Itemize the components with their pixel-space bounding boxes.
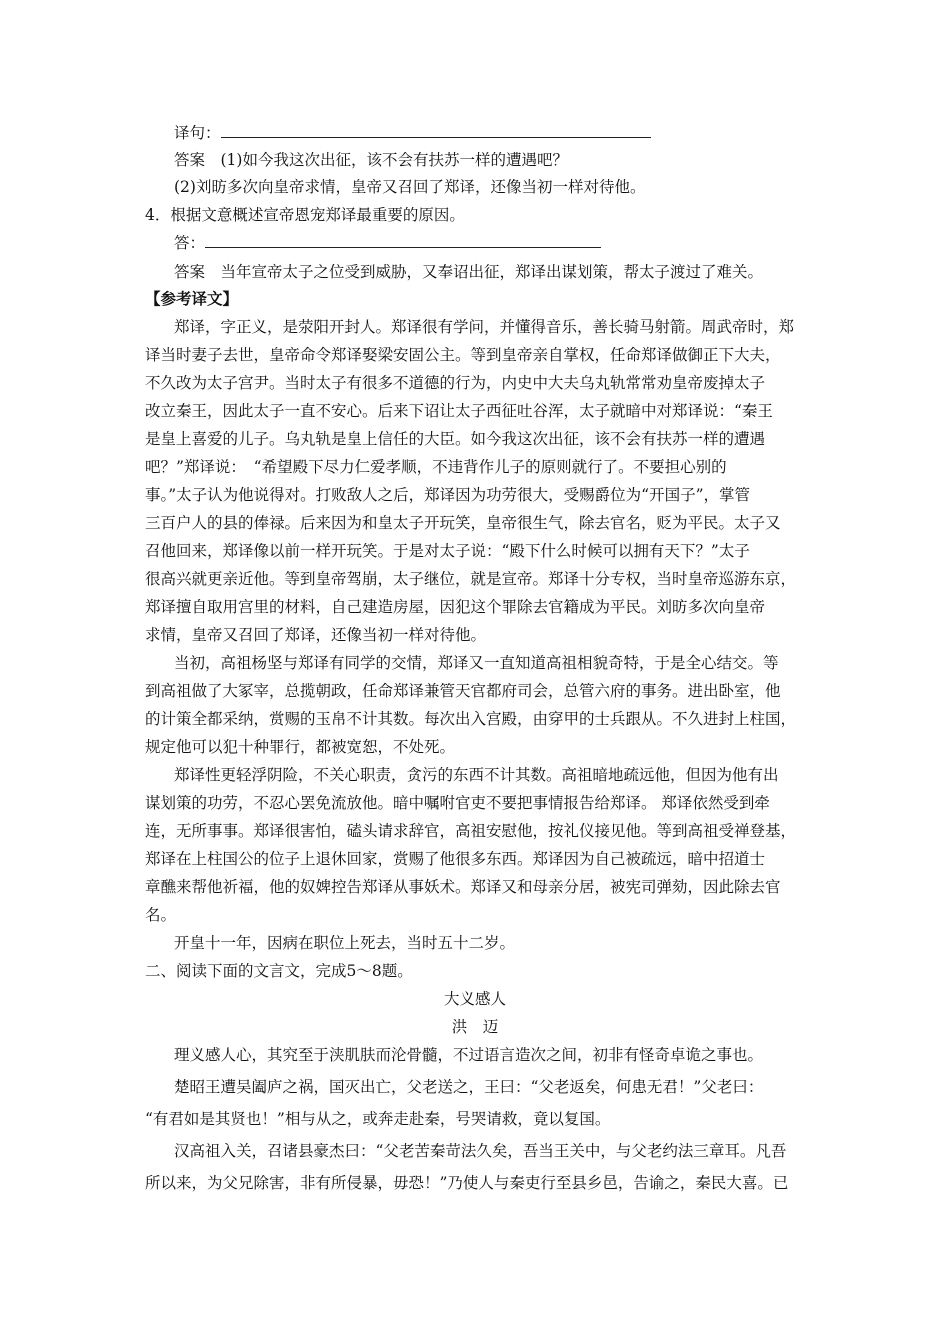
paragraph-line: 译当时妻子去世，皇帝命令郑译娶梁安固公主。等到皇帝亲自掌权，任命郑译做御正下大夫， [145,346,781,364]
section-heading: 【参考译文】 [145,289,239,308]
passage-line: 楚昭王遭吴阖庐之祸，国灭出亡，父老送之，王曰：“父老返矣，何患无君！”父老曰： [174,1078,764,1096]
section-intro: 二、阅读下面的文言文，完成5～8题。 [145,962,413,980]
answer-line: 答案 (1)如今我这次出征，该不会有扶苏一样的遭遇吧？ [174,151,568,169]
answer-blank [205,233,601,248]
paragraph-line: 吧？”郑译说： “希望殿下尽力仁爱孝顺，不违背作儿子的原则就行了。不要担心别的 [145,458,727,476]
translation-label: 译句： [174,124,221,142]
paragraph-line: 郑译，字正义，是荥阳开封人。郑译很有学问，并懂得音乐，善长骑马射箭。周武帝时，郑 [174,318,795,336]
translation-label-row [174,123,651,143]
paragraph-line: 是皇上喜爱的儿子。乌丸轨是皇上信任的大臣。如今我这次出征，该不会有扶苏一样的遭遇 [145,430,766,448]
paragraph-line: 的计策全都采纳，赏赐的玉帛不计其数。每次出入宫殿，由穿甲的士兵跟从。不久进封上柱国， [145,710,797,728]
paragraph-line: 郑译在上柱国公的位子上退休回家，赏赐了他很多东西。郑译因为自己被疏远，暗中招道士 [145,850,766,868]
paragraph-line: 不久改为太子宫尹。当时太子有很多不道德的行为，内史中大夫乌丸轨常常劝皇帝废掉太子 [145,374,766,392]
paragraph-line: 谋划策的功劳，不忍心罢免流放他。暗中嘱咐官吏不要把事情报告给郑译。 郑译依然受到牵 [145,794,770,812]
paragraph-line: 郑译性更轻浮阴险，不关心职责，贪污的东西不计其数。高祖暗地疏远他，但因为他有出 [174,766,779,784]
passage-line: 所以来，为父兄除害，非有所侵暴，毋恐！”乃使人与秦吏行至县乡邑，告谕之，秦民大喜。已 [145,1174,789,1192]
paragraph-line: 开皇十一年，因病在职位上死去，当时五十二岁。 [174,934,516,952]
paragraph-line: 很高兴就更亲近他。等到皇帝驾崩，太子继位，就是宣帝。郑译十分专权，当时皇帝巡游东京， [145,570,797,588]
question-4: 4．根据文意概述宣帝恩宠郑译最重要的原因。 [145,206,465,224]
paragraph-line: 郑译擅自取用宫里的材料，自己建造房屋，因犯这个罪除去官籍成为平民。刘昉多次向皇帝 [145,598,766,616]
passage-line: 汉高祖入关，召诸县豪杰曰：“父老苦秦苛法久矣，吾当王关中，与父老约法三章耳。凡吾 [174,1142,787,1160]
paragraph-line: 召他回来，郑译像以前一样开玩笑。于是对太子说：“殿下什么时候可以拥有天下？”太子 [145,542,750,560]
answer-blank [221,123,651,138]
paragraph-line: 到高祖做了大冢宰，总揽朝政，任命郑译兼管天官都府司会，总管六府的事务。进出卧室，他 [145,682,781,700]
passage-line: “有君如是其贤也！”相与从之，或奔走赴秦，号哭请救，竟以复国。 [145,1110,611,1128]
paragraph-line: 名。 [145,906,177,924]
paragraph-line: 三百户人的县的俸禄。后来因为和皇太子开玩笑，皇帝很生气，除去官名，贬为平民。太子又 [145,514,781,532]
answer-line: (2)刘昉多次向皇帝求情，皇帝又召回了郑译，还像当初一样对待他。 [174,178,646,196]
paragraph-line: 改立秦王，因此太子一直不安心。后来下诏让太子西征吐谷浑，太子就暗中对郑译说：“秦王 [145,402,773,420]
paragraph-line: 章醮来帮他祈福，他的奴婢控告郑译从事妖术。郑译又和母亲分居，被宪司弹劾，因此除去官 [145,878,781,896]
passage-author: 洪 迈 [451,1018,499,1036]
paragraph-line: 求情，皇帝又召回了郑译，还像当初一样对待他。 [145,626,487,644]
answer-line: 答案 当年宣帝太子之位受到威胁，又奉诏出征，郑译出谋划策，帮太子渡过了难关。 [174,263,764,281]
paragraph-line: 当初，高祖杨坚与郑译有同学的交情，郑译又一直知道高祖相貌奇特，于是全心结交。等 [174,654,779,672]
passage-line: 理义感人心，其究至于浃肌肤而沦骨髓，不过语言造次之间，初非有怪奇卓诡之事也。 [174,1046,764,1064]
passage-title: 大义感人 [443,990,506,1008]
paragraph-line: 事。”太子认为他说得对。打败敌人之后，郑译因为功劳很大，受赐爵位为“开国子”，掌管 [145,486,751,504]
paragraph-line: 规定他可以犯十种罪行，都被宽恕，不处死。 [145,738,456,756]
answer-label: 答： [174,234,206,252]
answer-label-row [174,233,601,253]
paragraph-line: 连，无所事事。郑译很害怕，磕头请求辞官，高祖安慰他，按礼仪接见他。等到高祖受禅登基， [145,822,797,840]
